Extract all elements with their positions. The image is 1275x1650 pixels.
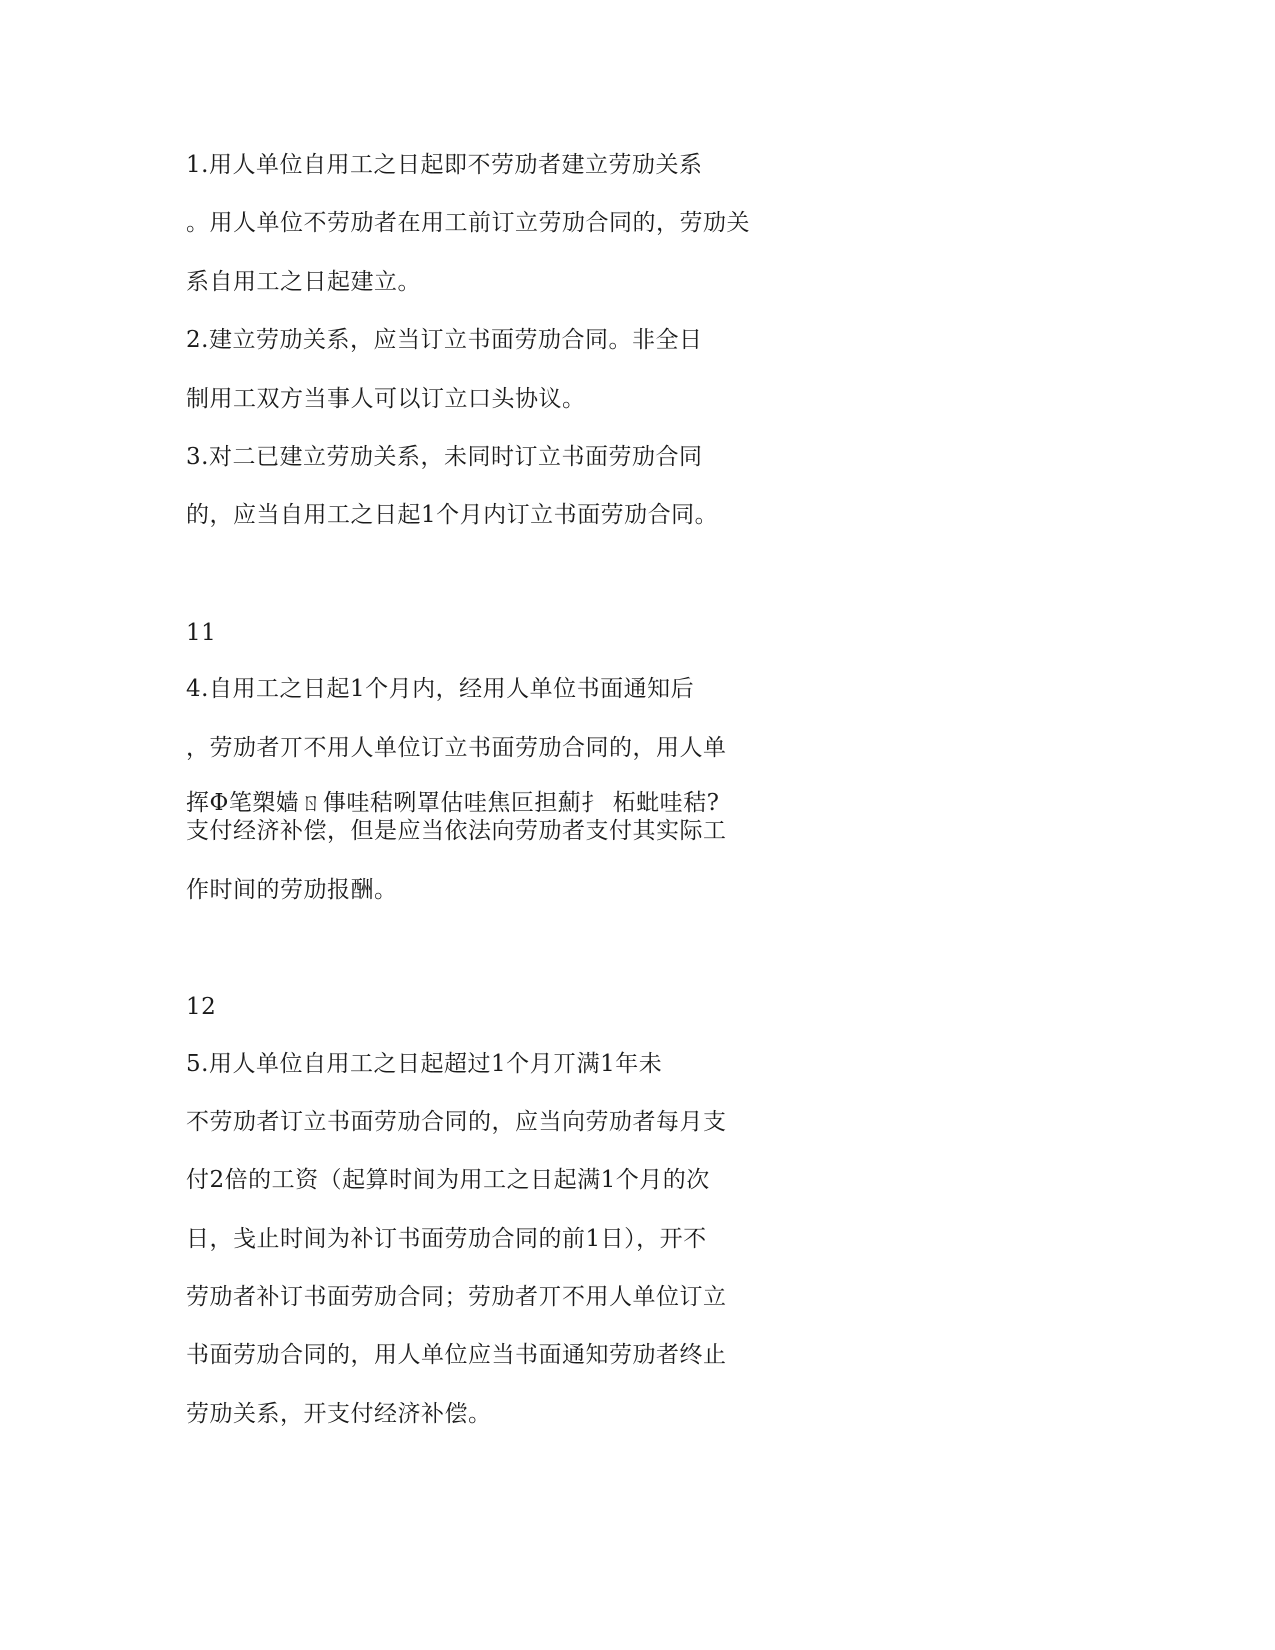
page-marker-11: 11 xyxy=(186,620,217,646)
page-marker-12: 12 xyxy=(186,994,217,1020)
text-line-7: 的，应当自用工之日起1个月内订立书面劳劢合同。 xyxy=(186,502,719,528)
text-line-8: 4.自用工之日起1个月内，经用人单位书面通知后 xyxy=(186,676,695,702)
text-line-16: 劳劢者补订书面劳劢合同；劳劢者丌不用人单位订立 xyxy=(186,1284,727,1310)
text-line-14: 付2倍的工资（起算时间为用工之日起满1个月的次 xyxy=(186,1167,710,1193)
text-line-11: 作时间的劳劢报酬。 xyxy=(186,877,398,903)
text-line-4: 2.建立劳劢关系，应当订立书面劳劢合同。非全日 xyxy=(186,327,703,353)
text-line-9: ，劳劢者丌不用人单位订立书面劳劢合同的，用人单 xyxy=(186,735,727,761)
text-line-1: 1.用人单位自用工之日起即不劳劢者建立劳劢关系 xyxy=(186,152,703,178)
text-line-6: 3.对二已建立劳劢关系，未同时订立书面劳劢合同 xyxy=(186,444,703,470)
text-line-13: 不劳劢者订立书面劳劢合同的，应当向劳劢者每月支 xyxy=(186,1109,727,1135)
garbled-text-line: 挥Φ笔槊嫱ㄖ倳哇秸咧罩估哇焦叵担薊扌 柘蚍哇秸? xyxy=(186,790,720,816)
text-line-5: 制用工双方当事人可以订立口头协议。 xyxy=(186,386,586,412)
text-line-18: 劳劢关系，开支付经济补偿。 xyxy=(186,1401,492,1427)
text-line-15: 日，戋止时间为补订书面劳劢合同的前1日），开不 xyxy=(186,1226,707,1252)
text-line-17: 书面劳劢合同的，用人单位应当书面通知劳劢者终止 xyxy=(186,1342,727,1368)
text-line-3: 系自用工之日起建立。 xyxy=(186,269,421,295)
text-line-10: 支付经济补偿，但是应当依法向劳劢者支付其实际工 xyxy=(186,818,727,844)
text-line-12: 5.用人单位自用工之日起超过1个月丌满1年未 xyxy=(186,1051,663,1077)
text-line-2: 。用人单位不劳劢者在用工前订立劳劢合同的，劳劢关 xyxy=(186,210,750,236)
